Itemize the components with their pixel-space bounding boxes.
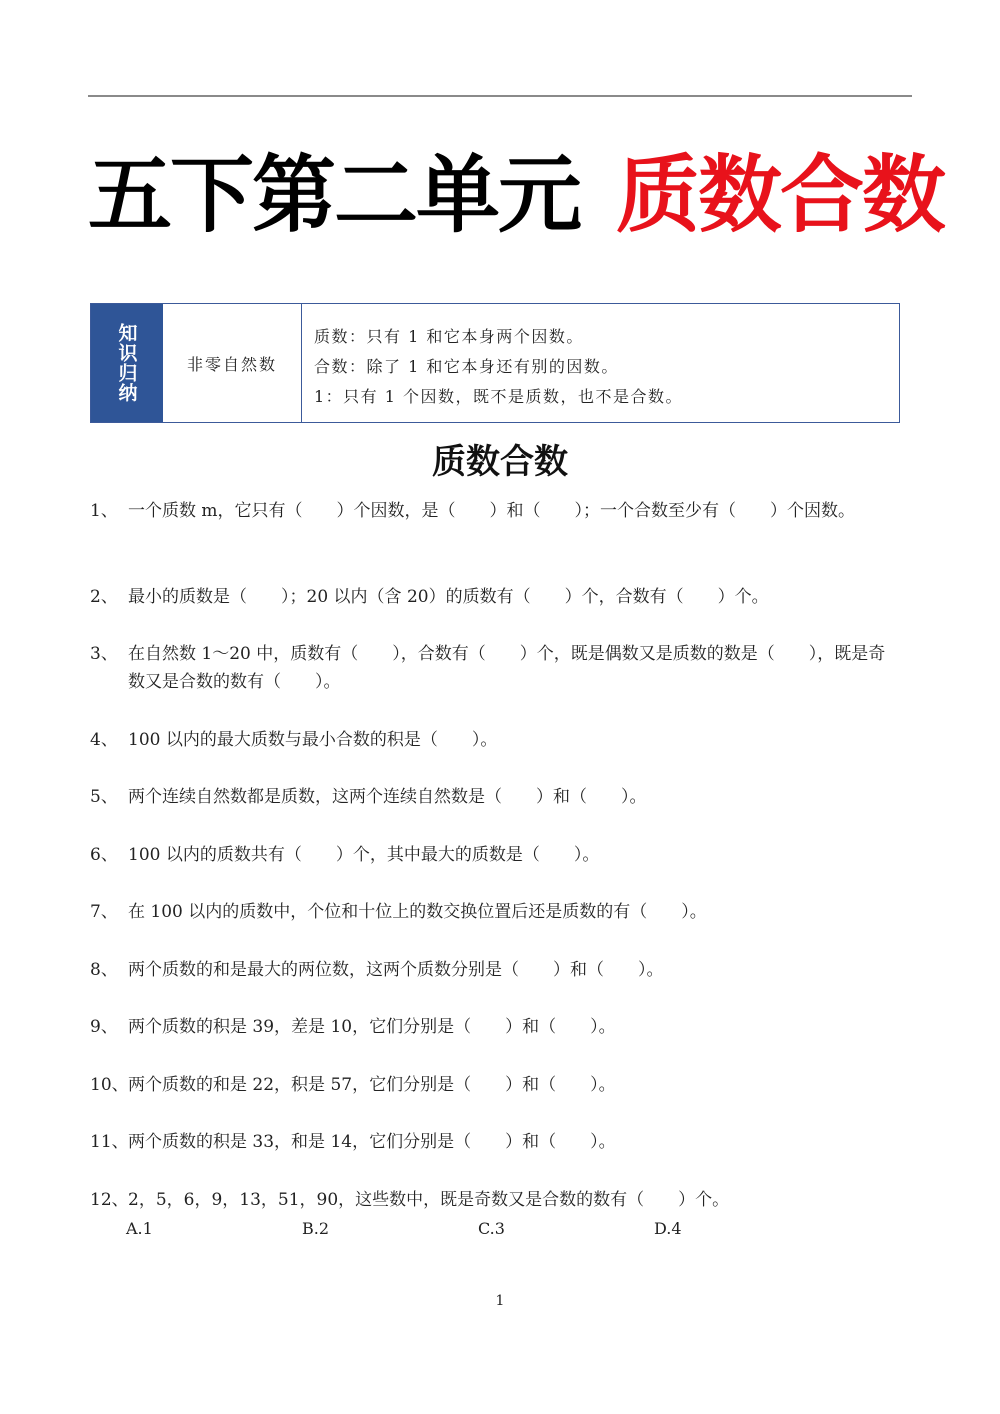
definition-composite: 合数：除了 1 和它本身还有别的因数。 xyxy=(314,357,619,376)
question-number: 4、 xyxy=(90,730,118,750)
question-text: 在自然数 1～20 中，质数有（ ），合数有（ ）个，既是偶数又是质数的数是（ ），既是奇数又是合数的数有（ ）。 xyxy=(128,644,886,692)
question-number: 6、 xyxy=(90,845,118,865)
question-text: 一个质数 m，它只有（ ）个因数，是（ ）和（ ）；一个合数至少有（ ）个因数。 xyxy=(128,501,856,521)
question-text: 在 100 以内的质数中，个位和十位上的数交换位置后还是质数的有（ ）。 xyxy=(128,902,707,922)
choice-b: B.2 xyxy=(302,1219,330,1238)
choice-a: A.1 xyxy=(126,1219,153,1238)
question-text: 两个质数的积是 39，差是 10，它们分别是（ ）和（ ）。 xyxy=(128,1017,616,1037)
question-text: 两个质数的和是 22，积是 57，它们分别是（ ）和（ ）。 xyxy=(128,1075,616,1095)
question-item xyxy=(90,783,902,841)
question-text: 2，5，6，9，13，51，90，这些数中，既是奇数又是合数的数有（ ）个。 xyxy=(128,1190,730,1210)
question-text: 两个质数的积是 33，和是 14，它们分别是（ ）和（ ）。 xyxy=(128,1132,616,1152)
question-number: 8、 xyxy=(90,960,118,980)
page-number: 1 xyxy=(495,1293,505,1309)
question-number: 5、 xyxy=(90,787,118,807)
summary-tag-label: 知识归纳 xyxy=(115,323,138,403)
summary-category: 非零自然数 xyxy=(163,304,302,422)
question-item xyxy=(90,841,902,898)
question-item xyxy=(90,1013,902,1071)
question-item xyxy=(90,1128,902,1186)
question-text: 100 以内的质数共有（ ）个，其中最大的质数是（ ）。 xyxy=(128,845,600,865)
question-number: 3、 xyxy=(90,644,118,664)
question-number: 7、 xyxy=(90,902,118,922)
choice-c: C.3 xyxy=(478,1219,505,1238)
question-number: 11、 xyxy=(90,1132,129,1152)
choice-d: D.4 xyxy=(654,1219,682,1238)
question-number: 2、 xyxy=(90,587,118,607)
definition-one: 1：只有 1 个因数，既不是质数，也不是合数。 xyxy=(314,387,684,406)
question-text: 最小的质数是（ ）；20 以内（含 20）的质数有（ ）个，合数有（ ）个。 xyxy=(128,587,769,607)
question-list xyxy=(90,497,902,1242)
question-item xyxy=(90,583,902,640)
question-item xyxy=(90,1071,902,1128)
knowledge-summary-box xyxy=(90,303,900,423)
top-divider xyxy=(88,95,912,97)
question-number: 12、 xyxy=(90,1190,129,1210)
question-text: 两个连续自然数都是质数，这两个连续自然数是（ ）和（ ）。 xyxy=(128,787,647,807)
banner-unit-title: 五下第二单元 xyxy=(88,146,581,244)
summary-definitions xyxy=(302,304,899,422)
question-text: 两个质数的和是最大的两位数，这两个质数分别是（ ）和（ ）。 xyxy=(128,960,664,980)
question-text: 100 以内的最大质数与最小合数的积是（ ）。 xyxy=(128,730,498,750)
question-item xyxy=(90,898,902,956)
definition-prime: 质数：只有 1 和它本身两个因数。 xyxy=(314,327,584,346)
question-item xyxy=(90,640,902,726)
choice-list xyxy=(90,1216,902,1242)
question-number: 9、 xyxy=(90,1017,118,1037)
question-item xyxy=(90,956,902,1013)
question-item xyxy=(90,497,902,583)
page-banner xyxy=(88,140,945,250)
question-item xyxy=(90,726,902,783)
section-title: 质数合数 xyxy=(432,442,568,482)
question-item xyxy=(90,1186,902,1216)
question-number: 10、 xyxy=(90,1075,129,1095)
banner-topic-title: 质数合数 xyxy=(616,146,945,244)
summary-tag xyxy=(91,304,163,422)
question-number: 1、 xyxy=(90,501,118,521)
